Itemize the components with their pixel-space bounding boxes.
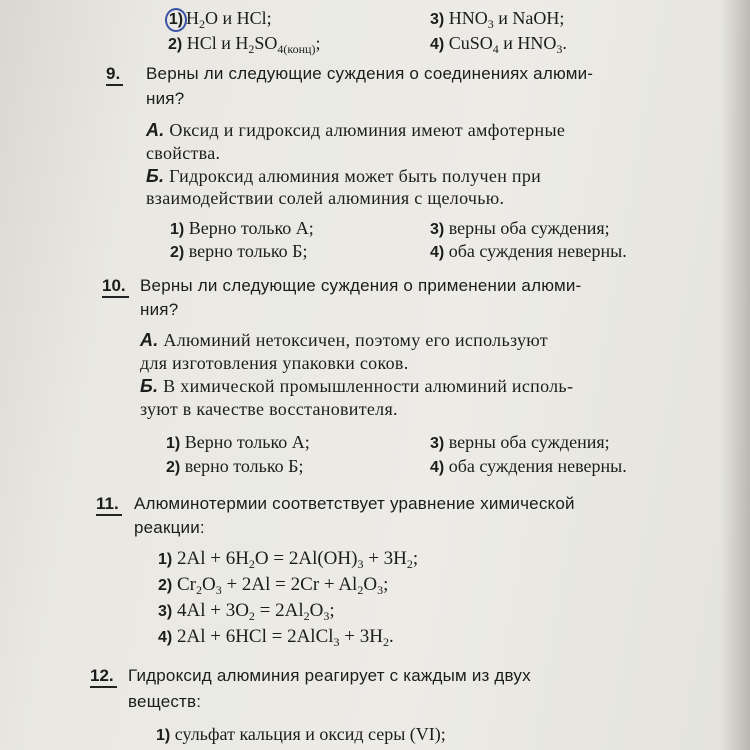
question-10-number: 10.	[102, 276, 129, 298]
page-edge-shadow	[720, 0, 750, 750]
question-12-text-line2: веществ:	[128, 692, 202, 711]
question-11-text-line2: реакции:	[134, 518, 205, 537]
question-12-number: 12.	[90, 666, 117, 688]
question-9-text-line1: Верны ли следующие суждения о соединениях алюми-	[146, 64, 594, 83]
q9-option-3: 3) верны оба суждения;	[430, 218, 610, 238]
q11-equation-1: 1) $2Al + 6H_2O = 2Al(OH)_3 + 3H_2$;	[158, 548, 419, 571]
q10-statement-a-line1: А. Алюминий нетоксичен, поэтому его используют	[140, 330, 548, 350]
q10-option-4: 4) оба суждения неверны.	[430, 456, 627, 476]
q9-option-2: 2) верно только Б;	[170, 241, 308, 261]
q11-equation-4: 4) 2Al + 6HCl = 2AlCl$_3$ + $3H_2$.	[158, 626, 394, 649]
question-11-text-line1: Алюминотермии соответствует уравнение химической	[134, 494, 575, 513]
q10-statement-b-line2: зуют в качестве восстановителя.	[140, 399, 398, 419]
question-9-number: 9.	[106, 64, 123, 86]
hand-circle-mark: 1)	[165, 8, 187, 32]
q10-statement-a-line2: для изготовления упаковки соков.	[140, 353, 409, 373]
question-10-text-line1: Верны ли следующие суждения о применении алюми-	[140, 276, 582, 295]
q12-option-1: 1) сульфат кальция и оксид серы (VI);	[156, 724, 446, 744]
question-11-number: 11.	[96, 494, 122, 516]
q10-option-1: 1) Верно только А;	[166, 432, 310, 452]
q9-statement-a-line1: А. Оксид и гидроксид алюминия имеют амфотерные	[146, 120, 566, 140]
q9-statement-b-line2: взаимодействии солей алюминия с щелочью.	[146, 188, 505, 208]
q9-option-1: 1) Верно только А;	[170, 218, 314, 238]
top-option-1: 1) $H_2O$ и HCl;	[168, 8, 272, 32]
top-option-4: 4) CuSO$_4$ и $HNO_3$.	[430, 33, 567, 56]
q10-option-2: 2) верно только Б;	[166, 456, 304, 476]
q10-option-3: 3) верны оба суждения;	[430, 432, 610, 452]
question-9-text-line2: ния?	[146, 89, 185, 108]
q10-statement-b-line1: Б. В химической промышленности алюминий исполь-	[140, 376, 574, 396]
top-option-3: 3) $HNO_3$ и NaOH;	[430, 8, 565, 31]
q9-option-4: 4) оба суждения неверны.	[430, 241, 627, 261]
q11-equation-3: 3) $4Al + 3O_2 = 2Al_2O_3$;	[158, 600, 335, 623]
top-option-2: 2) HCl и $H_2SO_{4(конц)}$;	[168, 33, 321, 56]
question-10-text-line2: ния?	[140, 300, 179, 319]
question-12-text-line1: Гидроксид алюминия реагирует с каждым из двух	[128, 666, 531, 685]
q11-equation-2: 2) $Cr_2O_3 + 2Al = 2Cr + Al_2O_3$;	[158, 574, 389, 597]
q9-statement-b-line1: Б. Гидроксид алюминия может быть получен при	[146, 166, 542, 186]
q9-statement-a-line2: свойства.	[146, 143, 221, 163]
